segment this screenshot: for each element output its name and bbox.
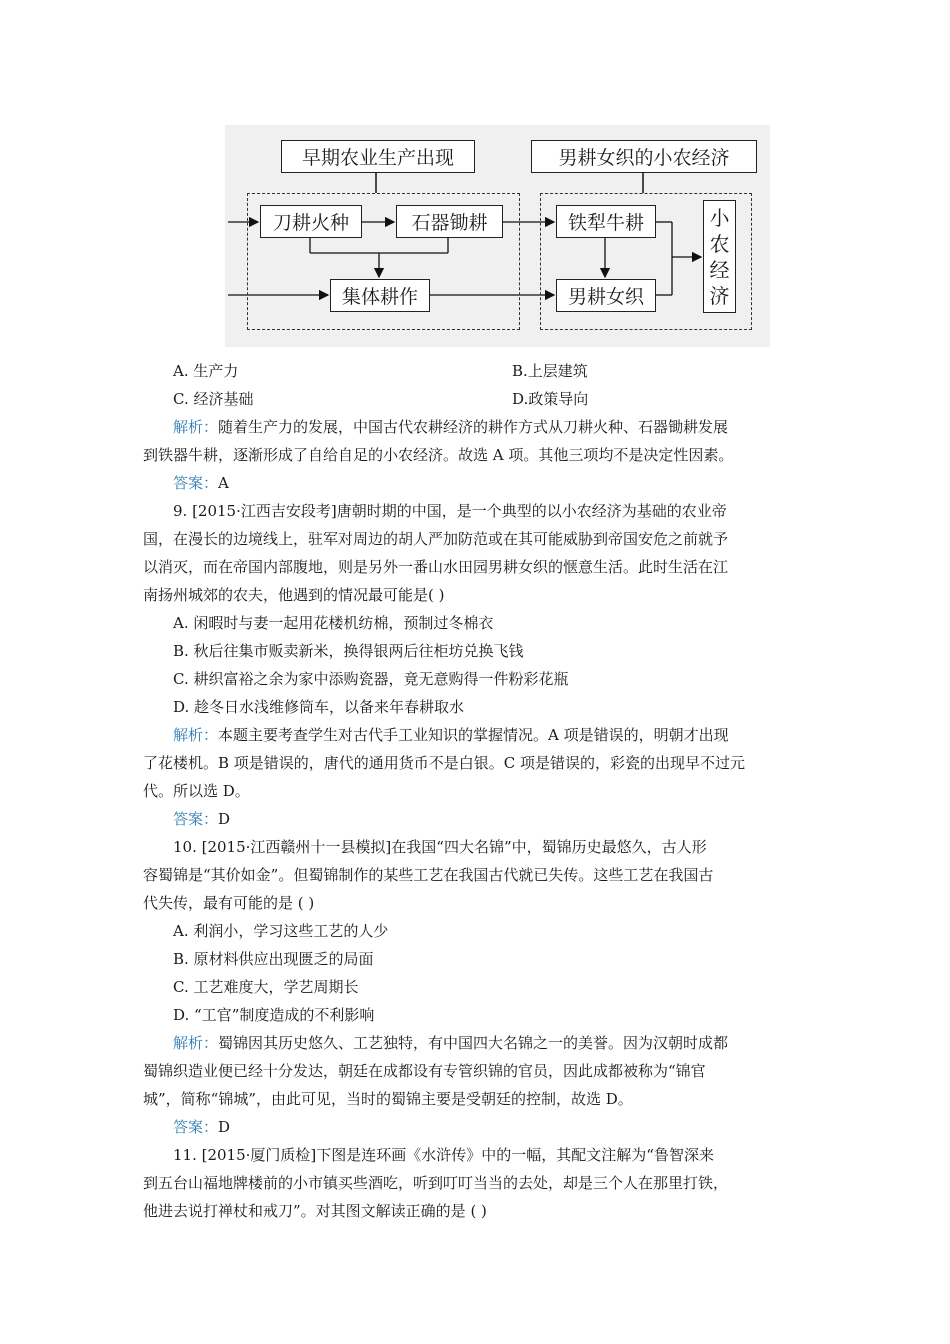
q10-stem-line-1: 10. [2015·江西赣州十一县模拟]在我国“四大名锦”中，蜀锦历史最悠久，古人形 (173, 838, 707, 856)
q10-option-d: D. “工官”制度造成的不利影响 (173, 1006, 375, 1024)
small-peasant-economy-box: 男耕女织的小农经济 (531, 140, 757, 173)
q9-analysis-line (173, 726, 729, 744)
answer-label: 答案： (173, 474, 219, 492)
collective-farming-box: 集体耕作 (330, 279, 430, 312)
answer-label: 答案： (173, 1118, 219, 1136)
q10-option-b: B. 原材料供应出现匮乏的局面 (173, 950, 374, 968)
q8-analysis-line (173, 418, 728, 436)
q9-stem-line-3: 以消灭，而在帝国内部腹地，则是另外一番山水田园男耕女织的惬意生活。此时生活在江 (143, 558, 729, 576)
q8-analysis-line-2: 到铁器牛耕，逐渐形成了自给自足的小农经济。故选 A 项。其他三项均不是决定性因素。 (143, 446, 734, 464)
iron-plow-box: 铁犁牛耕 (556, 205, 656, 238)
q10-option-c: C. 工艺难度大，学艺周期长 (173, 978, 359, 996)
q8-option-c: C. 经济基础 (173, 390, 254, 408)
q9-option-c: C. 耕织富裕之余为家中添购瓷器，竟无意购得一件粉彩花瓶 (173, 670, 569, 688)
analysis-label: 解析： (173, 418, 219, 436)
analysis-text: 蜀锦因其历史悠久、工艺独特，有中国四大名锦之一的美誉。因为汉朝时成都 (218, 1034, 729, 1052)
q9-analysis-line-3: 代。所以选 D。 (143, 782, 250, 800)
q10-analysis-line-3: 城”，简称“锦城”，由此可见，当时的蜀锦主要是受朝廷的控制，故选 D。 (143, 1090, 633, 1108)
q10-answer-line (173, 1118, 230, 1136)
vertical-char: 农 (709, 231, 730, 256)
q10-analysis-line-2: 蜀锦织造业便已经十分发达，朝廷在成都设有专管织锦的官员，因此成都被称为“锦官 (143, 1062, 706, 1080)
q9-stem-line-2: 国，在漫长的边境线上，驻军对周边的胡人严加防范或在其可能威胁到帝国安危之前就予 (143, 530, 729, 548)
q10-stem-line-2: 容蜀锦是“其价如金”。但蜀锦制作的某些工艺在我国古代就已失传。这些工艺在我国古 (143, 866, 714, 884)
answer-value: D (218, 1118, 231, 1136)
q8-option-a: A. 生产力 (173, 362, 239, 380)
answer-value: A (218, 474, 229, 492)
analysis-text: 随着生产力的发展，中国古代农耕经济的耕作方式从刀耕火种、石器锄耕发展 (218, 418, 729, 436)
q9-option-a: A. 闲暇时与妻一起用花楼机纺棉，预制过冬棉衣 (173, 614, 494, 632)
stone-hoe-box: 石器锄耕 (396, 205, 503, 238)
q11-stem-line-1: 11. [2015·厦门质检]下图是连环画《水浒传》中的一幅，其配文注解为“鲁智深来 (173, 1146, 714, 1164)
q11-stem-line-2: 到五台山福地牌楼前的小市镇买些酒吃，听到叮叮当当的去处，却是三个人在那里打铁， (143, 1174, 729, 1192)
q9-option-d: D. 趁冬日水浅维修筒车，以备来年春耕取水 (173, 698, 465, 716)
small-peasant-vertical-box (703, 200, 736, 313)
answer-value: D (218, 810, 231, 828)
analysis-label: 解析： (173, 1034, 219, 1052)
vertical-char: 经 (709, 257, 730, 282)
q10-option-a: A. 利润小，学习这些工艺的人少 (173, 922, 389, 940)
q8-option-d: D.政策导向 (512, 390, 589, 408)
q9-analysis-line-2: 了花楼机。B 项是错误的，唐代的通用货币不是白银。C 项是错误的，彩瓷的出现早不过元 (143, 754, 746, 772)
q9-answer-line (173, 810, 230, 828)
analysis-text: 本题主要考查学生对古代手工业知识的掌握情况。A 项是错误的，明朝才出现 (218, 726, 729, 744)
slash-burn-box: 刀耕火种 (260, 205, 362, 238)
q8-option-b: B.上层建筑 (512, 362, 588, 380)
vertical-char: 小 (709, 205, 730, 230)
early-agriculture-box: 早期农业生产出现 (281, 140, 475, 173)
men-women-box: 男耕女织 (556, 279, 656, 312)
q11-stem-line-3: 他进去说打禅杖和戒刀”。对其图文解读正确的是 ( ) (143, 1202, 487, 1220)
q8-answer-line (173, 474, 229, 492)
q10-analysis-line (173, 1034, 728, 1052)
vertical-char: 济 (709, 283, 730, 308)
q9-stem-line-4: 南扬州城郊的农夫，他遇到的情况最可能是( ) (143, 586, 445, 604)
analysis-label: 解析： (173, 726, 219, 744)
q9-option-b: B. 秋后往集市贩卖新米，换得银两后往柜坊兑换飞钱 (173, 642, 524, 660)
agriculture-flow-diagram (225, 125, 770, 347)
q10-stem-line-3: 代失传，最有可能的是 ( ) (143, 894, 315, 912)
q9-stem-line-1: 9. [2015·江西吉安段考]唐朝时期的中国，是一个典型的以小农经济为基础的农业帝 (173, 502, 727, 520)
answer-label: 答案： (173, 810, 219, 828)
